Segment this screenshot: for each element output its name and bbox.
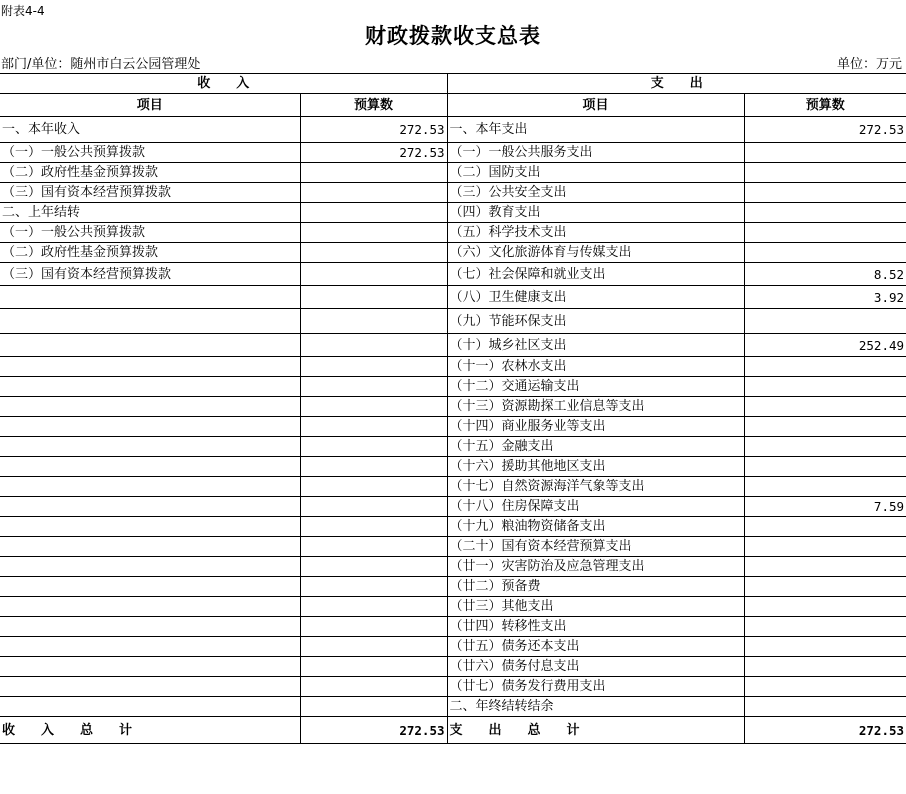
income-item-cell <box>0 437 300 457</box>
table-row <box>0 497 906 517</box>
income-item-cell <box>0 377 300 397</box>
table-row <box>0 117 906 143</box>
expense-value-cell <box>744 437 906 457</box>
page-reference: 附表4-4 <box>1 4 45 18</box>
income-value-cell <box>300 357 447 377</box>
expense-item-cell: （廿四）转移性支出 <box>447 617 744 637</box>
income-value-cell <box>300 163 447 183</box>
expense-value-cell <box>744 163 906 183</box>
table-row <box>0 263 906 286</box>
expense-item-cell: （七）社会保障和就业支出 <box>447 263 744 286</box>
table-row <box>0 357 906 377</box>
income-item-column-header: 项目 <box>0 94 300 117</box>
income-value-cell <box>300 697 447 717</box>
expense-value-cell: 8.52 <box>744 263 906 286</box>
income-value-cell <box>300 617 447 637</box>
income-item-cell: 二、上年结转 <box>0 203 300 223</box>
income-item-cell <box>0 397 300 417</box>
income-item-cell: （二）政府性基金预算拨款 <box>0 243 300 263</box>
department-label: 部门/单位：随州市白云公园管理处 <box>1 57 201 72</box>
income-item-cell <box>0 417 300 437</box>
income-value-cell <box>300 417 447 437</box>
expense-item-cell: （一）一般公共服务支出 <box>447 143 744 163</box>
income-item-cell <box>0 334 300 357</box>
expense-value-cell <box>744 203 906 223</box>
expense-item-cell: （三）公共安全支出 <box>447 183 744 203</box>
table-row <box>0 223 906 243</box>
expense-value-cell: 7.59 <box>744 497 906 517</box>
expense-item-cell: （十七）自然资源海洋气象等支出 <box>447 477 744 497</box>
table-row <box>0 517 906 537</box>
income-item-cell <box>0 517 300 537</box>
expense-group-header: 支 出 <box>447 74 906 94</box>
expense-value-cell <box>744 657 906 677</box>
table-row <box>0 457 906 477</box>
income-value-cell <box>300 537 447 557</box>
expense-item-cell: （廿五）债务还本支出 <box>447 637 744 657</box>
expense-value-cell <box>744 577 906 597</box>
expense-value-cell: 272.53 <box>744 117 906 143</box>
income-item-cell <box>0 309 300 334</box>
expense-value-cell <box>744 557 906 577</box>
expense-item-cell: （二）国防支出 <box>447 163 744 183</box>
table-row <box>0 143 906 163</box>
income-item-cell: （三）国有资本经营预算拨款 <box>0 263 300 286</box>
expense-value-cell <box>744 309 906 334</box>
expense-value-cell <box>744 697 906 717</box>
expense-item-cell: （廿七）债务发行费用支出 <box>447 677 744 697</box>
expense-item-cell: （廿二）预备费 <box>447 577 744 597</box>
expense-item-cell: （十一）农林水支出 <box>447 357 744 377</box>
table-row <box>0 397 906 417</box>
expense-total-label: 支 出 总 计 <box>447 717 744 744</box>
group-header-row <box>0 74 906 94</box>
income-budget-column-header: 预算数 <box>300 94 447 117</box>
income-value-cell: 272.53 <box>300 143 447 163</box>
income-item-cell <box>0 657 300 677</box>
expense-value-cell: 252.49 <box>744 334 906 357</box>
table-row <box>0 657 906 677</box>
income-item-cell: （一）一般公共预算拨款 <box>0 143 300 163</box>
income-item-cell <box>0 286 300 309</box>
expense-value-cell <box>744 457 906 477</box>
table-row <box>0 617 906 637</box>
table-row <box>0 309 906 334</box>
income-value-cell <box>300 377 447 397</box>
income-value-cell <box>300 286 447 309</box>
budget-summary-table <box>0 73 906 744</box>
expense-item-cell: （十二）交通运输支出 <box>447 377 744 397</box>
table-row <box>0 334 906 357</box>
expense-value-cell <box>744 357 906 377</box>
table-row <box>0 577 906 597</box>
income-item-cell <box>0 577 300 597</box>
expense-value-cell <box>744 477 906 497</box>
expense-item-cell: （十）城乡社区支出 <box>447 334 744 357</box>
expense-item-cell: 一、本年支出 <box>447 117 744 143</box>
income-value-cell <box>300 497 447 517</box>
unit-label: 单位：万元 <box>836 57 902 72</box>
expense-value-cell <box>744 223 906 243</box>
expense-item-cell: （廿六）债务付息支出 <box>447 657 744 677</box>
income-item-cell: （三）国有资本经营预算拨款 <box>0 183 300 203</box>
table-row <box>0 697 906 717</box>
expense-value-cell <box>744 183 906 203</box>
income-item-cell: 一、本年收入 <box>0 117 300 143</box>
expense-value-cell <box>744 417 906 437</box>
expense-value-cell <box>744 397 906 417</box>
column-header-row <box>0 94 906 117</box>
income-value-cell <box>300 223 447 243</box>
table-row <box>0 183 906 203</box>
income-item-cell: （二）政府性基金预算拨款 <box>0 163 300 183</box>
expense-item-cell: （十五）金融支出 <box>447 437 744 457</box>
income-value-cell <box>300 203 447 223</box>
income-value-cell <box>300 263 447 286</box>
expense-total-value: 272.53 <box>744 717 906 744</box>
income-value-cell <box>300 457 447 477</box>
income-value-cell <box>300 677 447 697</box>
income-value-cell <box>300 637 447 657</box>
expense-item-cell: （十九）粮油物资储备支出 <box>447 517 744 537</box>
income-total-value: 272.53 <box>300 717 447 744</box>
income-item-cell <box>0 597 300 617</box>
table-row <box>0 243 906 263</box>
table-row <box>0 203 906 223</box>
income-item-cell <box>0 357 300 377</box>
expense-item-cell: （廿一）灾害防治及应急管理支出 <box>447 557 744 577</box>
expense-value-cell: 3.92 <box>744 286 906 309</box>
expense-budget-column-header: 预算数 <box>744 94 906 117</box>
expense-value-cell <box>744 377 906 397</box>
income-item-cell <box>0 477 300 497</box>
table-row <box>0 437 906 457</box>
expense-value-cell <box>744 517 906 537</box>
expense-item-cell: 二、年终结转结余 <box>447 697 744 717</box>
income-value-cell <box>300 577 447 597</box>
income-item-cell <box>0 637 300 657</box>
expense-value-cell <box>744 597 906 617</box>
income-item-cell <box>0 537 300 557</box>
expense-value-cell <box>744 617 906 637</box>
income-value-cell: 272.53 <box>300 117 447 143</box>
income-value-cell <box>300 597 447 617</box>
totals-row <box>0 717 906 744</box>
table-row <box>0 377 906 397</box>
page-title: 财政拨款收支总表 <box>365 24 541 48</box>
income-value-cell <box>300 657 447 677</box>
expense-value-cell <box>744 637 906 657</box>
income-value-cell <box>300 397 447 417</box>
income-item-cell <box>0 617 300 637</box>
expense-value-cell <box>744 537 906 557</box>
income-group-header: 收 入 <box>0 74 447 94</box>
table-row <box>0 597 906 617</box>
table-row <box>0 637 906 657</box>
expense-item-cell: （廿三）其他支出 <box>447 597 744 617</box>
income-value-cell <box>300 517 447 537</box>
table-row <box>0 557 906 577</box>
expense-item-cell: （八）卫生健康支出 <box>447 286 744 309</box>
table-row <box>0 537 906 557</box>
income-item-cell <box>0 697 300 717</box>
income-item-cell <box>0 677 300 697</box>
expense-item-cell: （五）科学技术支出 <box>447 223 744 243</box>
expense-item-cell: （十四）商业服务业等支出 <box>447 417 744 437</box>
expense-value-cell <box>744 143 906 163</box>
expense-item-cell: （二十）国有资本经营预算支出 <box>447 537 744 557</box>
table-row <box>0 163 906 183</box>
table-row <box>0 477 906 497</box>
expense-item-cell: （四）教育支出 <box>447 203 744 223</box>
income-value-cell <box>300 183 447 203</box>
income-item-cell <box>0 557 300 577</box>
income-value-cell <box>300 477 447 497</box>
expense-value-cell <box>744 243 906 263</box>
expense-value-cell <box>744 677 906 697</box>
table-row <box>0 677 906 697</box>
income-value-cell <box>300 437 447 457</box>
expense-item-cell: （十三）资源勘探工业信息等支出 <box>447 397 744 417</box>
income-total-label: 收 入 总 计 <box>0 717 300 744</box>
expense-item-cell: （六）文化旅游体育与传媒支出 <box>447 243 744 263</box>
income-value-cell <box>300 309 447 334</box>
table-row <box>0 417 906 437</box>
income-item-cell <box>0 457 300 477</box>
expense-item-cell: （十八）住房保障支出 <box>447 497 744 517</box>
income-value-cell <box>300 334 447 357</box>
expense-item-cell: （九）节能环保支出 <box>447 309 744 334</box>
income-value-cell <box>300 557 447 577</box>
income-item-cell: （一）一般公共预算拨款 <box>0 223 300 243</box>
table-row <box>0 286 906 309</box>
income-item-cell <box>0 497 300 517</box>
expense-item-cell: （十六）援助其他地区支出 <box>447 457 744 477</box>
income-value-cell <box>300 243 447 263</box>
expense-item-column-header: 项目 <box>447 94 744 117</box>
